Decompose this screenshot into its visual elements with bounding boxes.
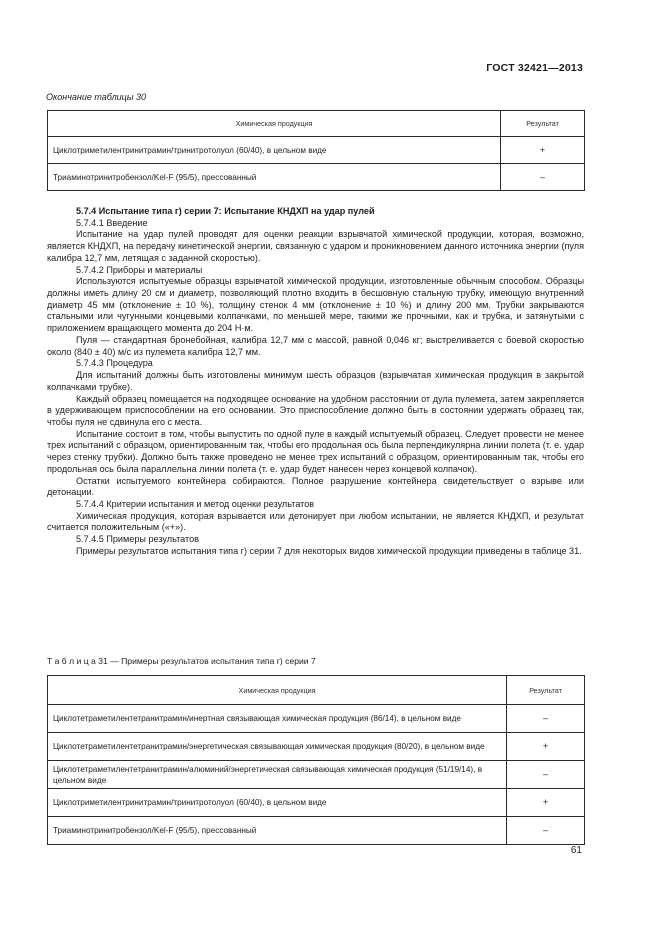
table-31: [47, 675, 585, 845]
table-30: [47, 110, 585, 191]
product-cell: Циклотетраметилентетранитрамин/алюминий/энергетическая связывающая химическая продукция (51/19/14), в цельном виде: [48, 761, 507, 789]
table-row: [48, 164, 585, 191]
paragraph: Каждый образец помещается на подходящее основание на удобном расстоянии от дула пулемета, затем закрепляется в удерживающем приспособлении на его основании. Это приспособление должно быть в состоянии удержать образец так, чтобы пуля не сдвинула его с места.: [47, 393, 584, 427]
subsection-title: 5.7.4.1 Введение: [76, 217, 148, 228]
product-cell: Триаминотринитробензол/Kel-F (95/5), прессованный: [48, 164, 501, 191]
result-cell: –: [507, 761, 585, 789]
table-row: [48, 137, 585, 164]
paragraph: Испытание состоит в том, чтобы выпустить по одной пуле в каждый испытуемый образец. Следует провести не менее трех испытаний с образцом, ориентированным так, чтобы его продольная ось была перпендикулярна линии полета (т. е. удар через стенку трубки). Должно быть также проведено не менее трех испытаний с образцом, ориентированным так, чтобы его продольная ось была параллельна линии полета (т. е. удар будет нанесен через концевой колпачок).: [47, 428, 584, 474]
paragraph: Химическая продукция, которая взрывается или детонирует при любом испытании, не является КНДХП, и результат считается положительным («+»).: [47, 510, 584, 533]
paragraph: Для испытаний должны быть изготовлены минимум шесть образцов (взрывчатая химическая продукция в закрытой колпачками трубке).: [47, 370, 584, 392]
column-header-result: Результат: [501, 111, 585, 137]
result-cell: +: [507, 789, 585, 817]
result-cell: –: [507, 705, 585, 733]
section-heading: 5.7.4 Испытание типа г) серии 7: Испытание КНДХП на удар пулей: [76, 206, 375, 216]
subsection-title: 5.7.4.4 Критерии испытания и метод оценки результатов: [76, 498, 315, 509]
table-row: [48, 761, 585, 789]
paragraph: Примеры результатов испытания типа г) серии 7 для некоторых видов химической продукции приведены в таблице 31.: [76, 545, 582, 556]
paragraph: Испытание на удар пулей проводят для оценки реакции взрывчатой химической продукции, которая, возможно, является КНДХП, на передачу кинетической энергии, связанную с ударом и проникновением данного источника энергии (пуля калибра 12,7 мм, летящая с заданной скоростью).: [47, 229, 584, 263]
standard-code: ГОСТ 32421—2013: [486, 62, 583, 74]
table-row: [48, 705, 585, 733]
table-row: [48, 733, 585, 761]
table-row: [48, 789, 585, 817]
subsection-title: 5.7.4.3 Процедура: [76, 358, 153, 369]
paragraph: Используются испытуемые образцы взрывчатой химической продукции, изготовленные обычным способом. Образцы должны иметь длину 20 см и диаметр, позволяющий плотно входить в бесшовную стальную трубку, имеющую внутренний диаметр 45 мм (отклонение ± 10 %), толщину стенок 4 мм (отклонение ± 10 %) и длину 200 мм. Трубки закрываются стальными или чугунными концевыми колпачками, по меньшей мере, такими же прочными, как и трубка, и затянутыми с приложением вращающего момента до 204 Н·м.: [47, 276, 584, 334]
page-number: 61: [570, 845, 582, 856]
subsection-title: 5.7.4.2 Приборы и материалы: [76, 264, 203, 275]
paragraph: Остатки испытуемого контейнера собираются. Полное разрушение контейнера свидетельствует о взрыве или детонации.: [47, 475, 584, 498]
result-cell: +: [507, 733, 585, 761]
result-cell: –: [507, 817, 585, 845]
section-body: [47, 206, 584, 558]
table-continuation-label: Окончание таблицы 30: [46, 92, 146, 102]
column-header-product: Химическая продукция: [48, 676, 507, 705]
column-header-product: Химическая продукция: [48, 111, 501, 137]
paragraph: Пуля — стандартная бронебойная, калибра 12,7 мм с массой, равной 0,046 кг; выстреливается с боевой скоростью около (840 ± 40) м/с из пулемета калибра 12,7 мм.: [47, 334, 584, 357]
subsection-title: 5.7.4.5 Примеры результатов: [76, 534, 199, 545]
product-cell: Циклотетраметилентетранитрамин/энергетическая связывающая химическая продукция (80/20), в цельном виде: [48, 733, 507, 761]
table-caption: Т а б л и ц а 31 — Примеры результатов испытания типа г) серии 7: [47, 656, 316, 666]
column-header-result: Результат: [507, 676, 585, 705]
result-cell: +: [501, 137, 585, 164]
result-cell: –: [501, 164, 585, 191]
product-cell: Циклотриметилентринитрамин/тринитротолуол (60/40), в цельном виде: [48, 789, 507, 817]
product-cell: Циклотетраметилентетранитрамин/инертная связывающая химическая продукция (86/14), в цельном виде: [48, 705, 507, 733]
product-cell: Триаминотринитробензол/Kel-F (95/5), прессованный: [48, 817, 507, 845]
table-row: [48, 817, 585, 845]
product-cell: Циклотриметилентринитрамин/тринитротолуол (60/40), в цельном виде: [48, 137, 501, 164]
